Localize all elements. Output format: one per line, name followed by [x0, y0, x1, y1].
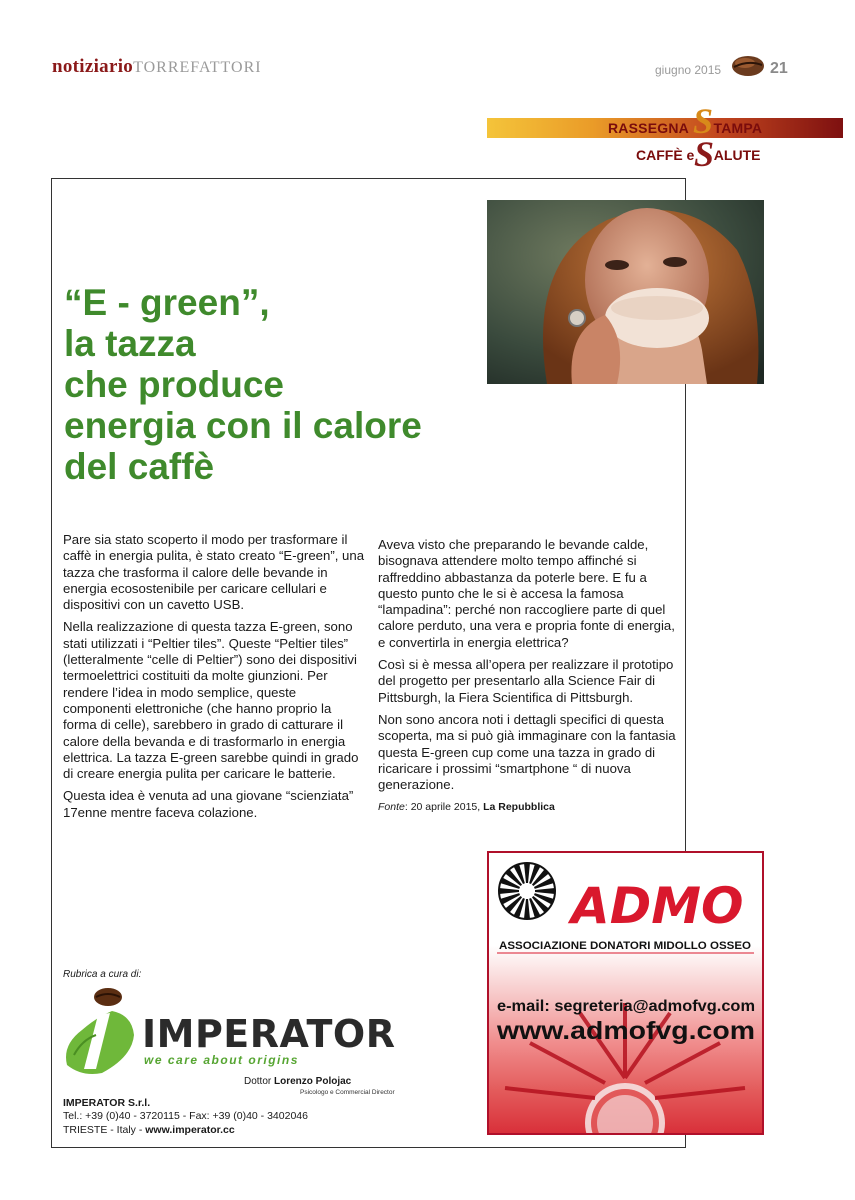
title-line: del caffè: [64, 446, 215, 487]
rassegna-stampa-label: RASSEGNA TAMPA: [608, 120, 763, 136]
article-column-right: [378, 537, 676, 816]
paragraph: Questa idea è venuta ad una giovane “scienziata” 17enne mentre faceva colazione.: [63, 788, 354, 820]
company-name: IMPERATOR S.r.l.: [63, 1097, 151, 1109]
imperator-wordmark: IMPERATOR: [142, 1012, 396, 1056]
company-phone-fax: Tel.: +39 (0)40 - 3720115 - Fax: +39 (0)40 - 3402046: [63, 1110, 308, 1122]
article-source: Fonte: 20 aprile 2015, La Repubblica: [378, 801, 555, 814]
admo-email: e-mail: segreteria@admofvg.com: [497, 998, 755, 1015]
admo-website: www.admofvg.com: [495, 1017, 755, 1045]
imperator-logo-icon: [62, 985, 136, 1077]
page-number: 21: [770, 60, 788, 77]
issue-date: giugno 2015: [655, 63, 722, 77]
banner-s-letter-2: S: [694, 134, 715, 174]
paragraph: Così si è messa all’opera per realizzare il prototipo del progetto per presentarlo alla Science Fair di Pittsburgh, la Fiera Scientifica di Pittsburgh.: [378, 657, 674, 705]
article-column-left: [63, 532, 365, 827]
admo-subtitle: ASSOCIAZIONE DONATORI MIDOLLO OSSEO: [499, 940, 751, 952]
paragraph: Nella realizzazione di questa tazza E-green, sono stati utilizzati i “Peltier tiles”. Queste “Peltier tiles” (letteralmente “celle di Peltier”) sono dei dispositivi termoelettrici costituiti da molte giunzioni. Per rendere l’idea in modo semplice, queste componenti elettroniche (che hanno proprio la forma di celle), sarebbero in grado di catturare il calore della bevanda e di trasformarlo in energia elettrica. La tazza E-green sarebbe quindi in grado di creare energia pulita per caricare le batterie.: [63, 619, 359, 782]
title-line: la tazza: [64, 323, 196, 364]
rubrica-label: Rubrica a cura di:: [63, 969, 142, 980]
paragraph: Pare sia stato scoperto il modo per trasformare il caffè in energia pulita, è stato creato “E-green”, una tazza che trasforma il calore delle bevande in energia ecosostenibile per caricare cellulari e dispositivi con un cavetto USB.: [63, 532, 365, 613]
company-address: TRIESTE - Italy - www.imperator.cc: [63, 1124, 235, 1136]
admo-sunburst-icon: [499, 863, 555, 919]
coffee-bean-icon: [731, 54, 765, 78]
paragraph: Non sono ancora noti i dettagli specifici di questa scoperta, ma si può già immaginare con la fantasia questa E-green cup come una tazza in grado di ricaricare i prossimi “smartphone “ di nuova generazione.: [378, 711, 676, 793]
admo-ad-graphic: [489, 853, 762, 1133]
article-title: [64, 282, 584, 487]
doctor-name: Dottor Lorenzo Polojac: [244, 1076, 352, 1087]
title-line: che produce: [64, 364, 284, 405]
caffe-salute-label: CAFFÈ e ALUTE: [636, 147, 761, 163]
title-line: energia con il calore: [64, 405, 422, 446]
masthead: [52, 56, 262, 78]
imperator-tagline: we care about origins: [144, 1053, 299, 1067]
paragraph: Aveva visto che preparando le bevande calde, bisognava attendere molto tempo affinché si raffreddino abbastanza da poterle bere. E fu a questo punto che le si è accesa la famosa “lampadina”: perché non raccogliere parte di quel calore perduto, una vera e propria fonte di energia, e convertirla in energia elettrica?: [378, 537, 675, 650]
company-website-link[interactable]: www.imperator.cc: [145, 1124, 235, 1136]
doctor-role: Psicologo e Commercial Director: [300, 1089, 395, 1096]
admo-advertisement: [487, 851, 764, 1135]
banner-s-letter: S: [693, 101, 714, 141]
title-line: “E - green”,: [64, 282, 270, 323]
masthead-notiziario: notiziario: [52, 56, 134, 77]
admo-logo-text: ADMO: [571, 877, 744, 935]
masthead-torrefattori: TORREFATTORI: [133, 59, 262, 76]
